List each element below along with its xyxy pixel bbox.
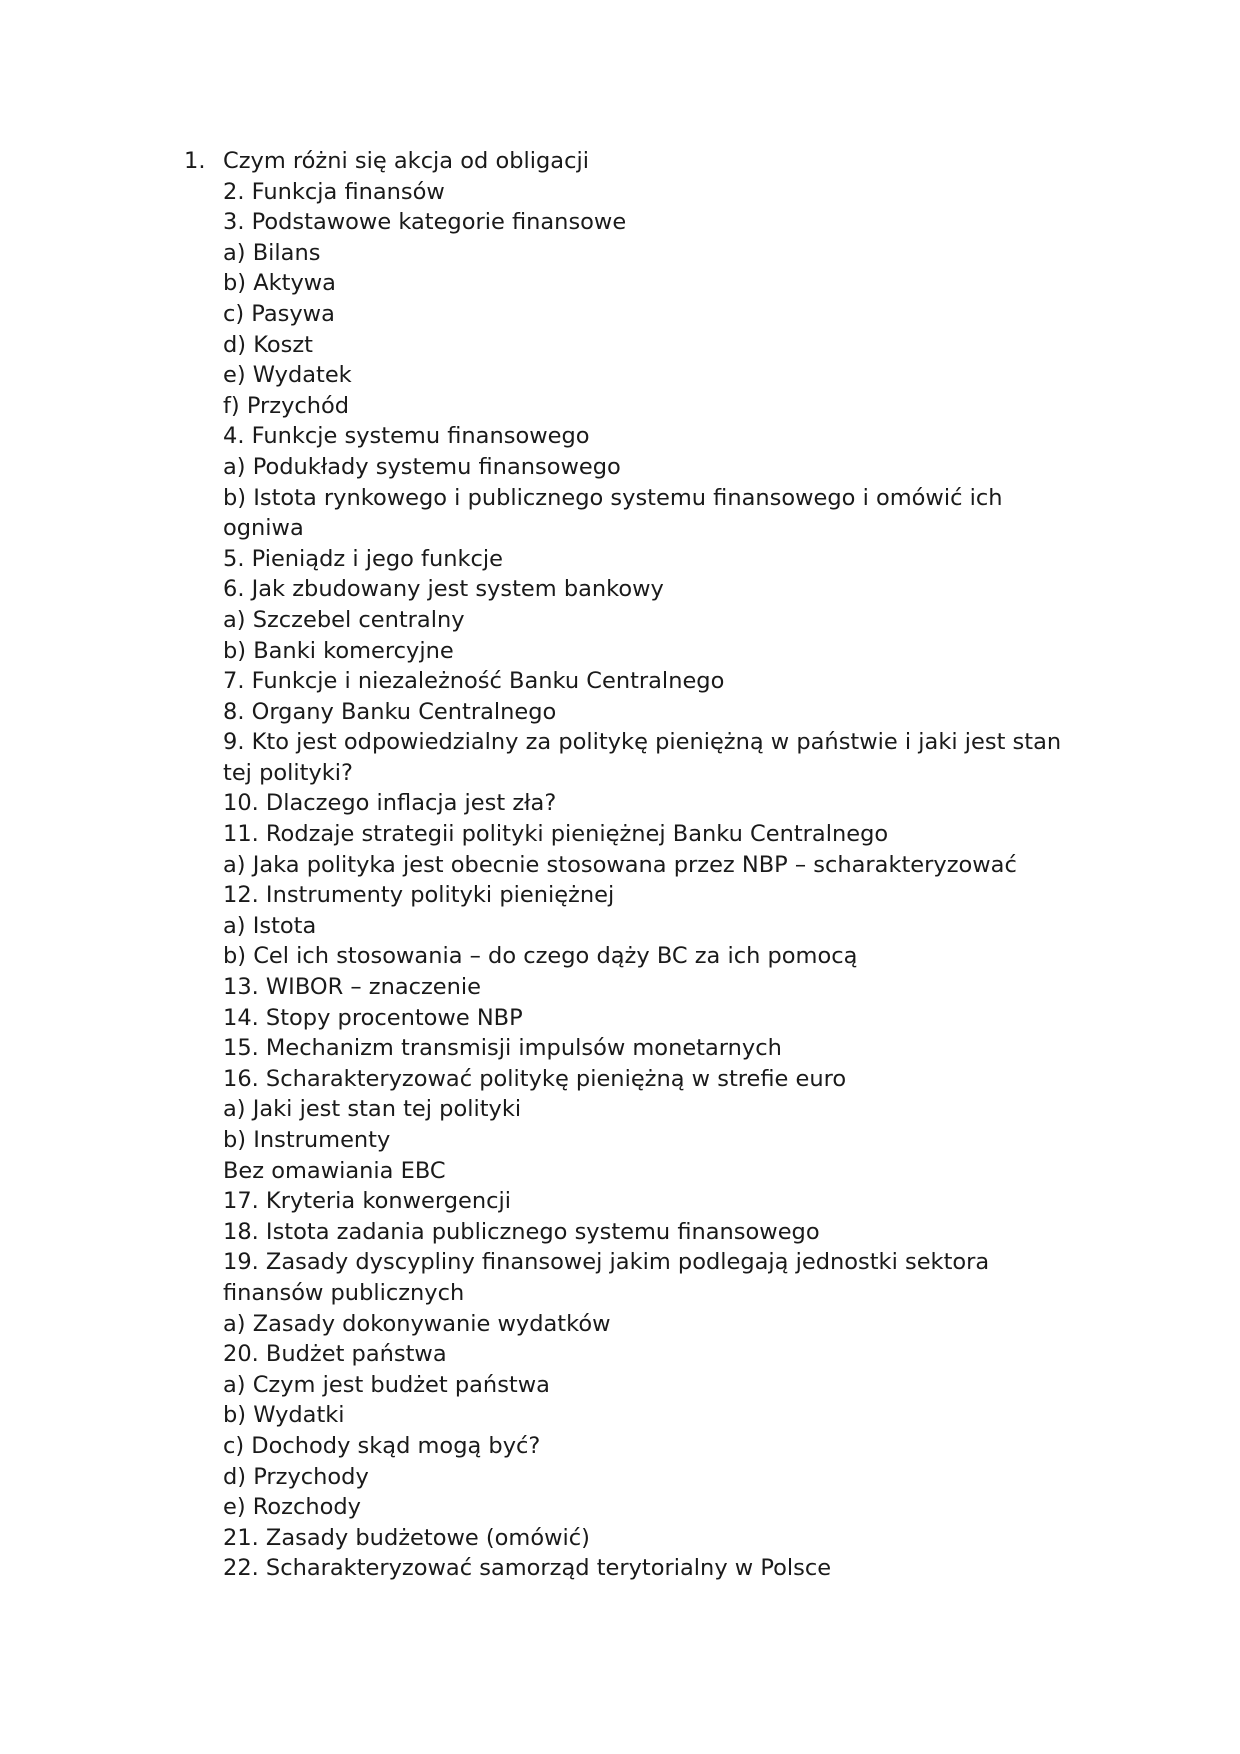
list-item: ogniwa: [223, 515, 304, 542]
list-item: 17. Kryteria konwergencji: [223, 1188, 511, 1215]
list-item: 11. Rodzaje strategii polityki pieniężnej Banku Centralnego: [223, 821, 889, 848]
list-item: 18. Istota zadania publicznego systemu finansowego: [223, 1218, 820, 1245]
list-item: 7. Funkcje i niezależność Banku Centralnego: [223, 668, 725, 695]
list-item: 22. Scharakteryzować samorząd terytorialny w Polsce: [223, 1555, 832, 1582]
list-item: finansów publicznych: [223, 1279, 465, 1306]
list-item: 14. Stopy procentowe NBP: [223, 1004, 523, 1031]
list-item: b) Banki komercyjne: [223, 637, 454, 664]
list-item: 2. Funkcja finansów: [223, 178, 445, 205]
list-item: 4. Funkcje systemu finansowego: [223, 423, 590, 450]
list-item: a) Bilans: [223, 239, 321, 266]
list-item: d) Przychody: [223, 1463, 369, 1490]
list-item: 12. Instrumenty polityki pieniężnej: [223, 882, 615, 909]
list-item: b) Instrumenty: [223, 1127, 391, 1153]
list-item: c) Dochody skąd mogą być?: [223, 1432, 541, 1459]
list-item: 5. Pieniądz i jego funkcje: [223, 545, 503, 572]
list-item: Bez omawiania EBC: [223, 1157, 446, 1184]
list-item: tej polityki?: [223, 759, 353, 786]
question-lines: [184, 177, 1084, 1584]
list-item: b) Aktywa: [223, 270, 336, 297]
list-item: 21. Zasady budżetowe (omówić): [223, 1524, 590, 1551]
list-item: 16. Scharakteryzować politykę pieniężną w strefie euro: [223, 1065, 847, 1092]
list-item: 15. Mechanizm transmisji impulsów monetarnych: [223, 1035, 782, 1062]
list-item-text: Czym różni się akcja od obligacji: [223, 148, 589, 174]
list-item: 6. Jak zbudowany jest system bankowy: [223, 576, 664, 603]
list-item: 20. Budżet państwa: [223, 1341, 447, 1368]
list-item: e) Wydatek: [223, 362, 352, 389]
list-item: b) Istota rynkowego i publicznego systemu finansowego i omówić ich: [223, 484, 1003, 511]
list-item: 8. Organy Banku Centralnego: [223, 698, 557, 725]
list-item: 9. Kto jest odpowiedzialny za politykę pieniężną w państwie i jaki jest stan: [223, 729, 1062, 756]
list-item: 3. Podstawowe kategorie finansowe: [223, 209, 627, 236]
list-item: a) Istota: [223, 912, 317, 939]
list-item: f) Przychód: [223, 392, 350, 419]
list-item: e) Rozchody: [223, 1494, 361, 1521]
list-item: [184, 146, 1084, 177]
question-list: [184, 146, 1084, 1584]
list-item: b) Wydatki: [223, 1402, 345, 1429]
list-item: b) Cel ich stosowania – do czego dąży BC za ich pomocą: [223, 943, 858, 970]
list-item: 19. Zasady dyscypliny finansowej jakim podlegają jednostki sektora: [223, 1249, 990, 1276]
list-item: 13. WIBOR – znaczenie: [223, 974, 481, 1001]
list-item-number: 1.: [184, 148, 206, 174]
list-item: a) Podukłady systemu finansowego: [223, 453, 621, 480]
list-item: a) Zasady dokonywanie wydatków: [223, 1310, 611, 1337]
list-item: a) Jaka polityka jest obecnie stosowana przez NBP – scharakteryzować: [223, 851, 1017, 878]
list-item: c) Pasywa: [223, 300, 335, 327]
list-item: 10. Dlaczego inflacja jest zła?: [223, 790, 557, 817]
list-item: a) Jaki jest stan tej polityki: [223, 1096, 522, 1123]
list-item: a) Szczebel centralny: [223, 606, 465, 633]
list-item: d) Koszt: [223, 331, 313, 358]
list-item: a) Czym jest budżet państwa: [223, 1371, 550, 1398]
